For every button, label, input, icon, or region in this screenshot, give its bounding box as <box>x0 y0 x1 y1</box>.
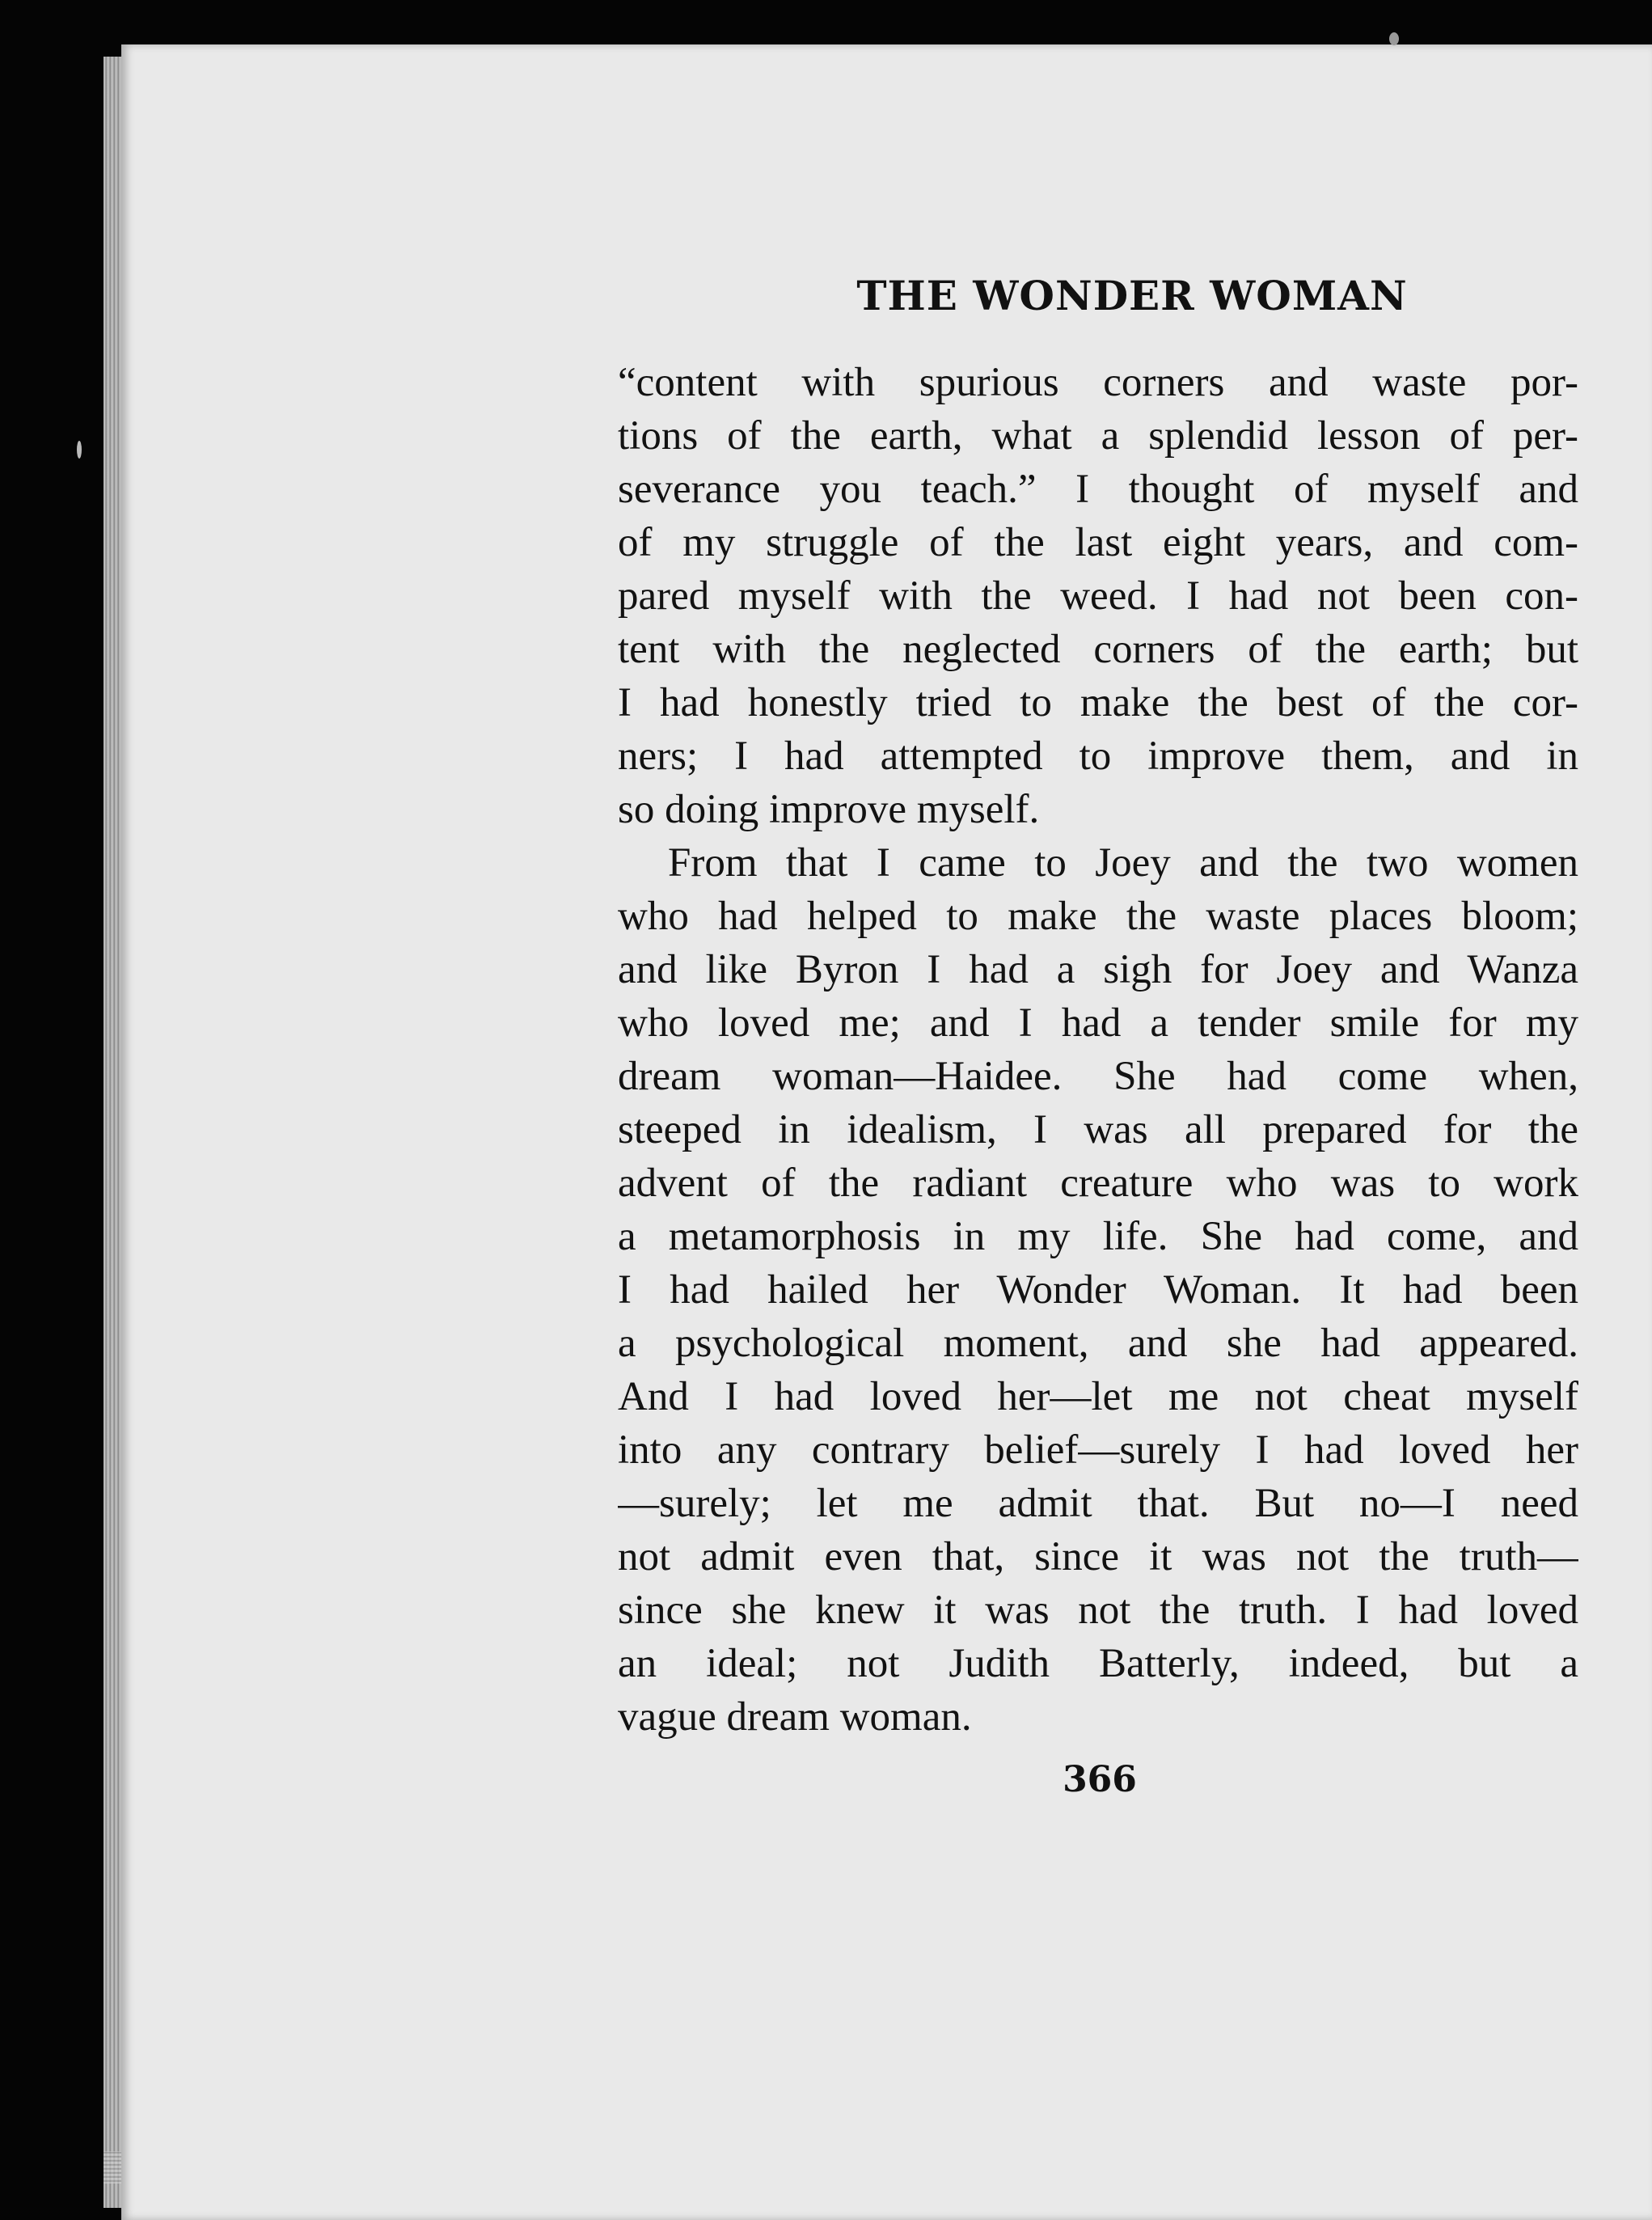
text-line: a metamorphosis in my life. She had come, and <box>618 1214 1578 1259</box>
paragraph <box>618 836 1578 1744</box>
text-line: pared myself with the weed. I had not been con- <box>618 573 1578 619</box>
text-line: vague dream woman. <box>618 1694 972 1740</box>
paragraph <box>618 356 1578 836</box>
text-line: steeped in idealism, I was all prepared for the <box>618 1107 1578 1152</box>
text-line: who had helped to make the waste places bloom; <box>618 894 1578 939</box>
text-line: so doing improve myself. <box>618 787 1040 832</box>
text-line: and like Byron I had a sigh for Joey and Wanza <box>618 947 1578 992</box>
text-line: since she knew it was not the truth. I had loved <box>618 1588 1578 1633</box>
scan-speck <box>77 441 82 459</box>
text-line: “content with spurious corners and waste por- <box>618 360 1578 405</box>
text-line: who loved me; and I had a tender smile for my <box>618 1000 1578 1046</box>
text-line: an ideal; not Judith Batterly, indeed, but a <box>618 1641 1578 1686</box>
text-line: I had honestly tried to make the best of the cor- <box>618 680 1578 725</box>
text-line: tions of the earth, what a splendid lesson of per- <box>618 413 1578 459</box>
text-line: into any contrary belief—surely I had loved her <box>618 1427 1578 1473</box>
text-line: From that I came to Joey and the two women <box>668 840 1578 886</box>
text-line: severance you teach.” I thought of myself and <box>618 467 1578 512</box>
text-line: tent with the neglected corners of the earth; but <box>618 627 1578 672</box>
page-number: 366 <box>1063 1759 1137 1800</box>
text-line: ners; I had attempted to improve them, and in <box>618 734 1578 779</box>
scan-speck <box>1389 32 1399 45</box>
body-text <box>618 356 1578 1744</box>
running-head: THE WONDER WOMAN <box>856 272 1408 319</box>
text-line: of my struggle of the last eight years, and com- <box>618 520 1578 565</box>
text-line: I had hailed her Wonder Woman. It had been <box>618 1267 1578 1313</box>
text-line: dream woman—Haidee. She had come when, <box>618 1054 1578 1099</box>
text-line: a psychological moment, and she had appeared. <box>618 1321 1578 1366</box>
text-line: not admit even that, since it was not the truth— <box>618 1534 1578 1579</box>
text-line: —surely; let me admit that. But no—I need <box>618 1481 1578 1526</box>
text-line: advent of the radiant creature who was to work <box>618 1161 1578 1206</box>
text-line: And I had loved her—let me not cheat myself <box>618 1374 1578 1419</box>
